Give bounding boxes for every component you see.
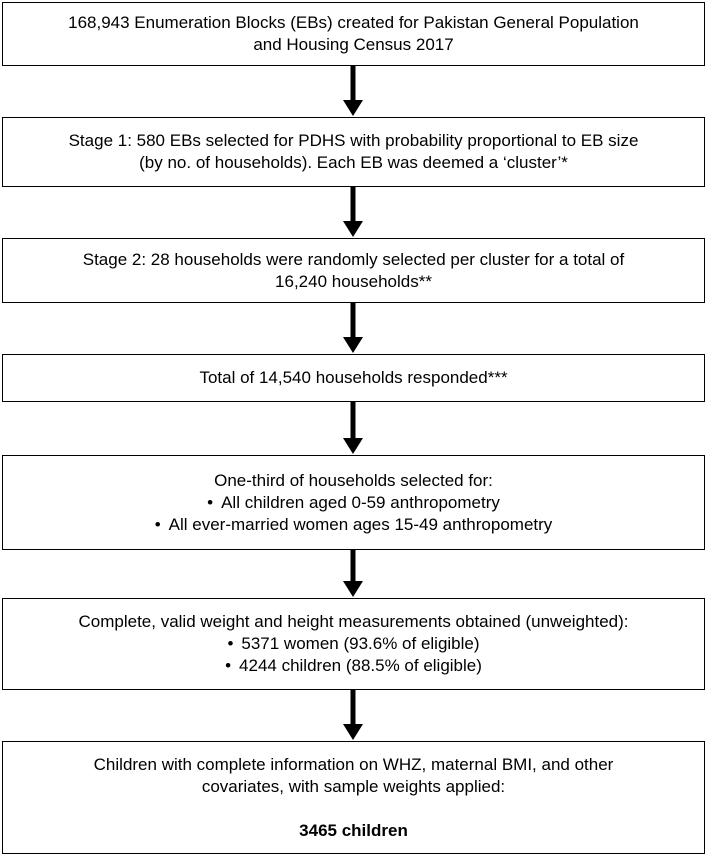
bullet-icon: • bbox=[225, 656, 232, 675]
flow-box-6-measurements-obtained bbox=[2, 598, 705, 690]
flow-box-7-line-1: Children with complete information on WHZ, maternal BMI, and other bbox=[93, 754, 614, 774]
flow-box-2-line-2: (by no. of households). Each EB was deemed a ‘cluster’* bbox=[139, 153, 568, 172]
flow-box-3-line-1: Stage 2: 28 households were randomly selected per cluster for a total of bbox=[82, 249, 625, 269]
flow-box-5-bullet-2-text: All ever-married women ages 15-49 anthropometry bbox=[168, 514, 553, 534]
flow-box-4-line-1: Total of 14,540 households responded*** bbox=[199, 368, 508, 387]
down-arrow-icon bbox=[343, 187, 363, 237]
down-arrow-icon bbox=[343, 66, 363, 116]
down-arrow-icon bbox=[343, 303, 363, 353]
flow-box-6-bullet-2 bbox=[225, 655, 482, 677]
flow-box-6-bullet-1-text: 5371 women (93.6% of eligible) bbox=[241, 634, 480, 653]
flow-box-5-bullet-2 bbox=[155, 514, 553, 536]
flow-box-6-bullet-2-text: 4244 children (88.5% of eligible) bbox=[239, 656, 482, 675]
flow-box-2-line-1: Stage 1: 580 EBs selected for PDHS with probability proportional to EB size bbox=[68, 131, 639, 150]
flow-box-1-line-2: and Housing Census 2017 bbox=[253, 35, 454, 54]
flow-box-6-line-1: Complete, valid weight and height measurements obtained (unweighted): bbox=[78, 612, 629, 631]
flow-box-7-final-count: 3465 children bbox=[299, 820, 408, 840]
flow-box-5-one-third-selected bbox=[2, 455, 705, 550]
down-arrow-icon bbox=[343, 550, 363, 597]
flow-box-4-households-responded bbox=[2, 354, 705, 402]
bullet-icon: • bbox=[154, 514, 161, 534]
flow-box-1-line-1: 168,943 Enumeration Blocks (EBs) created for Pakistan General Population bbox=[68, 13, 639, 32]
bullet-icon: • bbox=[207, 492, 214, 512]
bullet-icon: • bbox=[227, 634, 234, 653]
flow-box-7-final-sample bbox=[2, 741, 705, 854]
down-arrow-icon bbox=[343, 402, 363, 454]
flow-box-5-bullet-1 bbox=[207, 492, 500, 514]
flow-box-2-stage-1-selection bbox=[2, 117, 705, 187]
flow-box-5-line-1: One-third of households selected for: bbox=[214, 470, 493, 490]
flow-box-5-bullet-1-text: All children aged 0-59 anthropometry bbox=[221, 492, 500, 512]
flow-box-3-stage-2-selection bbox=[2, 238, 705, 303]
down-arrow-icon bbox=[343, 690, 363, 740]
flow-box-6-bullet-1 bbox=[227, 633, 479, 655]
flow-box-1-census-enumeration bbox=[2, 2, 705, 66]
flow-box-7-line-2: covariates, with sample weights applied: bbox=[201, 776, 506, 796]
flow-box-3-line-2: 16,240 households** bbox=[275, 271, 432, 291]
